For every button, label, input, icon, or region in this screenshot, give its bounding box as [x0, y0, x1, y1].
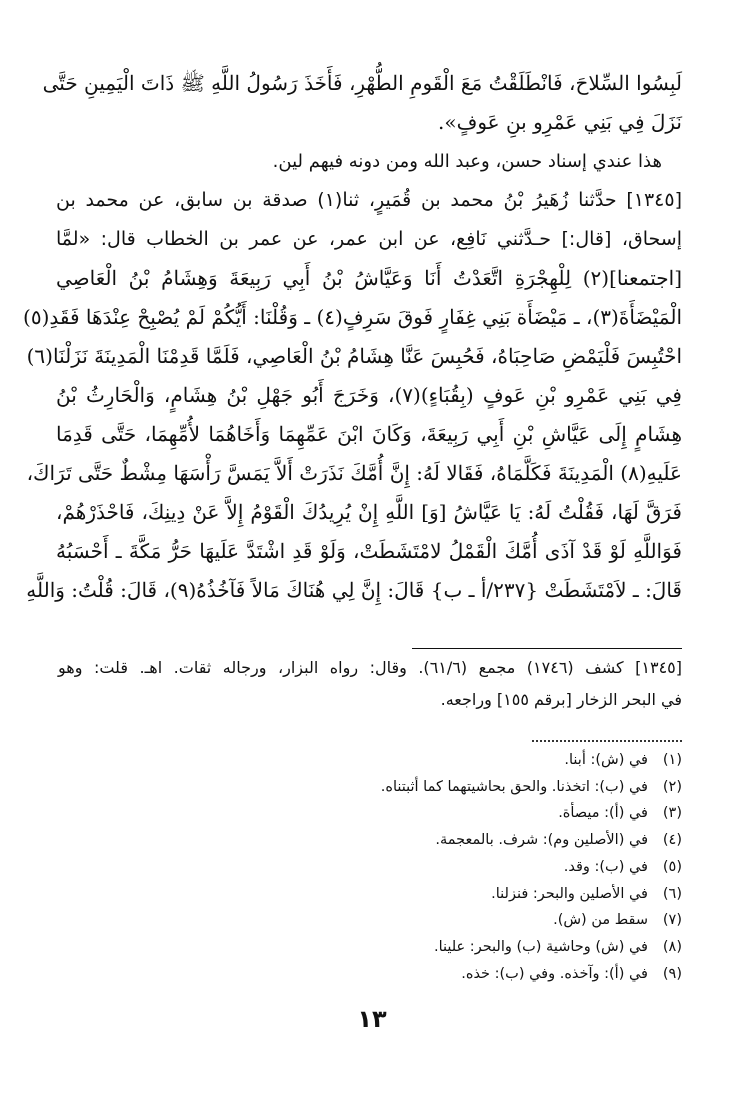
footnote [200, 881, 682, 908]
footnote-number: (١) [662, 752, 682, 768]
text-line: الْمَيْضَأَةَ(٣)، ـ مَيْضَأَة بَنِي غِفَارٍ فَوقَ سَرِفٍ(٤) ـ وَقُلْنَا: أَيُّكُمْ لَمْ يُصْبِحْ عِنْدَهَا فَقَدِ(٥) [23, 305, 682, 329]
footnote [200, 800, 682, 827]
footnote [200, 827, 682, 854]
footnote-number: (٢) [662, 778, 682, 795]
footnote-text: سقط من (ش). [553, 912, 648, 929]
text-line: إسحاق، [قال:] حـدَّثني نَافِع، عن ابن عمر، عن عمر بن الخطاب قال: «لمَّا [56, 228, 682, 250]
text-line: هِشَامٍ إِلَى عَيَّاشِ بْنِ أَبِي رَبِيعَةَ، وَكَانَ ابْنَ عَمِّهِمَا وَأَخَاهُمَا لأُمِّهِمَا، حَتَّى قَدِمَا [56, 422, 682, 446]
hadith-heading-line: [١٣٤٥] حدَّثنا زُهَيرُ بْنُ محمد بن قُمَيرٍ، ثنا(١) صدقة بن سابق، عن محمد بن [56, 189, 683, 211]
text-line: احْتُبِسَ فَلْيَمْضِ صَاحِبَاهُ، فَحُبِسَ عَنَّا هِشَامُ بْنُ الْعَاصِي، فَلَمَّا قَدِمْنَا الْمَدِينَةَ نَزَلْنَا(٦) [26, 344, 682, 368]
footnote-number: (٧) [662, 912, 682, 929]
author-comment: هذا عندي إسناد حسن، وعبد الله ومن دونه فيهم لين. [272, 151, 662, 172]
text-line: فَرَقَّ لَهَا، فَقُلْتُ لَهُ: يَا عَيَّاشُ [وَ] اللَّهِ إِنْ يُرِيدُكَ الْقَوْمُ إِلاَّ عَنْ دِينِكَ، فَاحْذَرْهُمْ، [56, 500, 682, 524]
footnote-text: في (ب): وقد. [563, 858, 648, 875]
footnote-number: (٨) [662, 938, 682, 955]
text-line: قَالَ: ـ لاَمْتَشَطَتْ {٢٣٧/أ ـ ب} قَالَ: إِنَّ لِي هُنَاكَ مَالاً فَآخُذُهُ(٩)، قَالَ: قُلْتُ: وَاللَّهِ [26, 578, 682, 602]
footnote-number: (٥) [662, 858, 682, 875]
footnote-number: (٤) [662, 832, 682, 849]
text-line: نَزَلَ فِي بَنِي عَمْرِو بنِ عَوفٍ». [438, 110, 682, 134]
footnote [200, 907, 682, 934]
text-line: فِي بَنِي عَمْرِو بْنِ عَوفٍ (بِقُبَاءٍ)(٧)، وَخَرَجَ أَبُو جَهْلِ بْنُ هِشَامٍ، وَالْحَارِثُ بْنُ [56, 383, 682, 407]
footnote [200, 961, 682, 988]
footnote [200, 774, 682, 801]
footnote-number: (٣) [662, 805, 682, 822]
footnote-divider [532, 740, 682, 742]
page-number: ١٣ [357, 1005, 387, 1033]
text-line: عَلَيهِ(٨) الْمَدِينَةَ فَكَلَّمَاهُ، فَقَالا لَهُ: إِنَّ أُمَّكَ نَذَرَتْ أَلاَّ يَمَسَّ رَأْسَهَا مِشْطٌ حَتَّى تَرَاكَ، [26, 461, 682, 485]
footnote [200, 934, 682, 961]
footnote-text: في الأصلين والبحر: فنزلنا. [491, 885, 648, 902]
footnote-text: في (الأصلين وم): شرف. بالمعجمة. [435, 832, 648, 849]
footnote-text: في (أ): ميصأة. [558, 805, 648, 822]
footnote-text: في (ش) وحاشية (ب) والبحر: علينا. [433, 938, 648, 955]
text-line: لَبِسُوا السِّلاحَ، فَانْطَلَقْتُ مَعَ الْقَومِ الطُّهْرِ، فَأَخَذَ رَسُولُ اللَّهِ ﷺ ذَاتَ الْيَمِينِ حَتَّى [42, 71, 682, 95]
source-note [58, 652, 682, 716]
footnotes-list [200, 747, 682, 987]
footnote-text: في (أ): وآخذه. وفي (ب): خذه. [461, 965, 648, 982]
footnote-number: (٦) [662, 885, 682, 902]
text-line: فَوَاللَّهِ لَوْ قَدْ آذَى أُمَّكَ الْقَمْلُ لامْتَشَطَتْ، وَلَوْ قَدِ اشْتَدَّ عَلَيهَا حَرُّ مَكَّةَ ـ أَحْسَبُهُ [56, 539, 682, 563]
main-text [23, 64, 683, 610]
source-line: [١٣٤٥] كشف (١٧٤٦) مجمع (٦١/٦). وقال: رواه البزار، ورجاله ثقات. اهـ. قلت: وهو [58, 658, 683, 677]
text-line: [اجتمعنا](٢) لِلْهِجْرَةِ اتَّعَدْتُ أَنَا وَعَيَّاشُ بْنُ أَبِي رَبِيعَةَ وَهِشَامُ بْنُ الْعَاصِي [56, 266, 682, 290]
footnote-text: في (ب): اتخذنا. والحق بحاشيتهما كما أثبتناه. [380, 778, 648, 795]
footnote-text: في (ش): أبنا. [564, 752, 648, 768]
section-divider [412, 648, 682, 649]
footnote-number: (٩) [662, 965, 682, 982]
footnote [200, 747, 682, 774]
footnote [200, 854, 682, 881]
source-line: في البحر الزخار [برقم ١٥٥] وراجعه. [440, 690, 682, 709]
